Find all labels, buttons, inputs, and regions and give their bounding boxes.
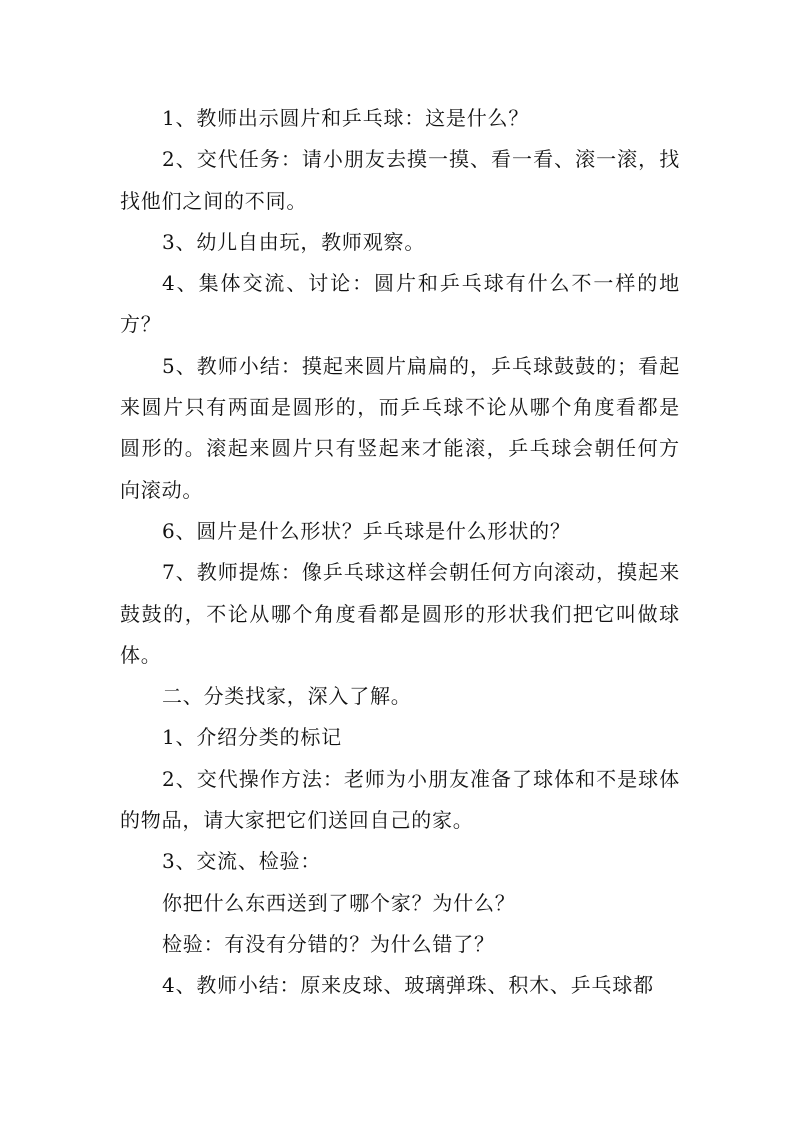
paragraph: 6、圆片是什么形状？乒乓球是什么形状的？	[162, 518, 571, 543]
paragraph: 5、教师小结：摸起来圆片扁扁的，乒乓球鼓鼓的；看起来圆片只有两面是圆形的，而乒乓球不论从哪个角度看都是圆形的。滚起来圆片只有竖起来才能滚，乒乓球会朝任何方向滚动。	[120, 353, 680, 502]
paragraph: 1、教师出示圆片和乒乓球：这是什么？	[162, 106, 530, 130]
document-body	[120, 98, 680, 1007]
paragraph: 2、交代操作方法：老师为小朋友准备了球体和不是球体的物品，请大家把它们送回自己的家。	[120, 766, 680, 833]
paragraph: 1、介绍分类的标记	[162, 725, 342, 750]
paragraph: 4、教师小结：原来皮球、玻璃弹珠、积木、乒乓球都	[162, 973, 654, 998]
paragraph: 7、教师提炼：像乒乓球这样会朝任何方向滚动，摸起来鼓鼓的，不论从哪个角度看都是圆形的形状我们把它叫做球体。	[120, 560, 680, 667]
paragraph: 3、幼儿自由玩，教师观察。	[162, 229, 426, 254]
paragraph: 4、集体交流、讨论：圆片和乒乓球有什么不一样的地方？	[120, 271, 680, 337]
paragraph: 你把什么东西送到了哪个家？为什么？	[162, 890, 516, 915]
paragraph: 3、交流、检验：	[162, 849, 322, 874]
paragraph: 检验：有没有分错的？为什么错了？	[162, 931, 495, 956]
section-heading: 二、分类找家，深入了解。	[162, 684, 412, 709]
paragraph: 2、交代任务：请小朋友去摸一摸、看一看、滚一滚，找找他们之间的不同。	[120, 147, 680, 213]
